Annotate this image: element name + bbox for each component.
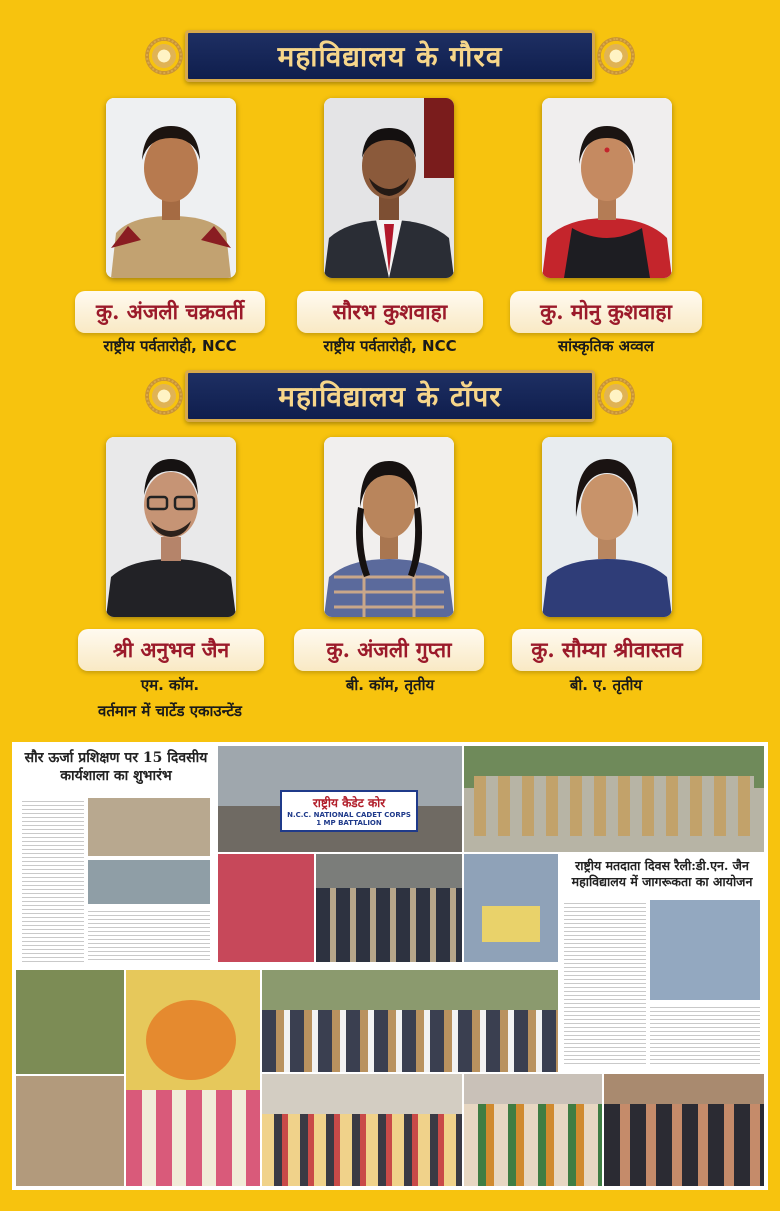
ornament-icon (142, 34, 186, 78)
ncc-rally-photo (218, 746, 462, 852)
news-text-block (88, 908, 210, 962)
ornament-icon (142, 374, 186, 418)
name-pill-anjali-gupta (294, 629, 484, 671)
name-pill-saumya-srivastava (512, 629, 702, 671)
ncc-banner-sub: N.C.C. NATIONAL CADET CORPS (287, 811, 411, 819)
person-caption: राष्ट्रीय पर्वतारोही, NCC (103, 337, 237, 355)
news-photo (88, 860, 210, 904)
ncc-banner (280, 790, 418, 832)
news-clipping-voter-day (560, 854, 764, 1072)
person-caption-2: वर्तमान में चार्टेड एकाउन्टेंड (98, 702, 242, 720)
name-pill-monu-kushwaha (510, 291, 702, 333)
news-headline: राष्ट्रीय मतदाता दिवस रैली:डी.एन. जैन महाविद्यालय में जागरूकता का आयोजन (571, 858, 753, 889)
photo-monu-kushwaha (542, 98, 672, 278)
name-pill-anubhav-jain (78, 629, 264, 671)
person-name: सौरभ कुशवाहा (332, 299, 448, 324)
topper-section-title: महाविद्यालय के टॉपर (278, 380, 502, 413)
event-photo (604, 1074, 764, 1186)
event-photo (16, 1076, 124, 1186)
news-clipping-solar (16, 746, 216, 968)
topper-section-banner (185, 370, 595, 422)
person-name: कु. अंजली चक्रवर्ती (96, 299, 244, 324)
person-caption: सांस्कृतिक अव्वल (558, 337, 654, 355)
ncc-banner-bn: 1 MP BATTALION (316, 819, 382, 827)
ornament-icon (594, 374, 638, 418)
event-photo (316, 854, 462, 962)
person-caption: राष्ट्रीय पर्वतारोही, NCC (323, 337, 457, 355)
person-name: कु. मोनु कुशवाहा (540, 299, 672, 324)
photo-anjali-gupta (324, 437, 454, 617)
photo-anjali-chakravarti (106, 98, 236, 278)
news-text-block (650, 1004, 760, 1066)
event-photo (16, 970, 124, 1074)
group-photo (262, 970, 558, 1072)
ncc-parade-photo (464, 746, 764, 852)
event-photo (126, 970, 260, 1186)
person-caption: बी. कॉम, तृतीय (345, 676, 435, 694)
person-caption: बी. ए. तृतीय (569, 676, 643, 694)
event-photo (464, 1074, 602, 1186)
person-name: कु. सौम्या श्रीवास्तव (531, 637, 683, 662)
news-text-block (22, 798, 84, 962)
news-photo (650, 900, 760, 1000)
pride-section-title: महाविद्यालय के गौरव (277, 40, 503, 73)
news-text-block (564, 900, 646, 1066)
photo-saumya-srivastava (542, 437, 672, 617)
name-pill-saurabh-kushwaha (297, 291, 483, 333)
ncc-banner-title: राष्ट्रीय कैडेट कोर (312, 796, 386, 810)
event-photo (218, 854, 314, 962)
news-photo (88, 798, 210, 856)
news-headline: सौर ऊर्जा प्रशिक्षण पर 15 दिवसीय कार्यशाला का शुभारंभ (24, 750, 208, 784)
ornament-icon (594, 34, 638, 78)
voter-rally-photo (464, 854, 558, 962)
person-caption: एम. कॉम. (140, 676, 200, 694)
photo-saurabh-kushwaha (324, 98, 454, 278)
name-pill-anjali-chakravarti (75, 291, 265, 333)
photo-collage (12, 742, 768, 1190)
photo-anubhav-jain (106, 437, 236, 617)
pride-section-banner (185, 30, 595, 82)
group-photo (262, 1074, 462, 1186)
person-name: कु. अंजली गुप्ता (326, 637, 452, 662)
person-name: श्री अनुभव जैन (112, 637, 230, 662)
